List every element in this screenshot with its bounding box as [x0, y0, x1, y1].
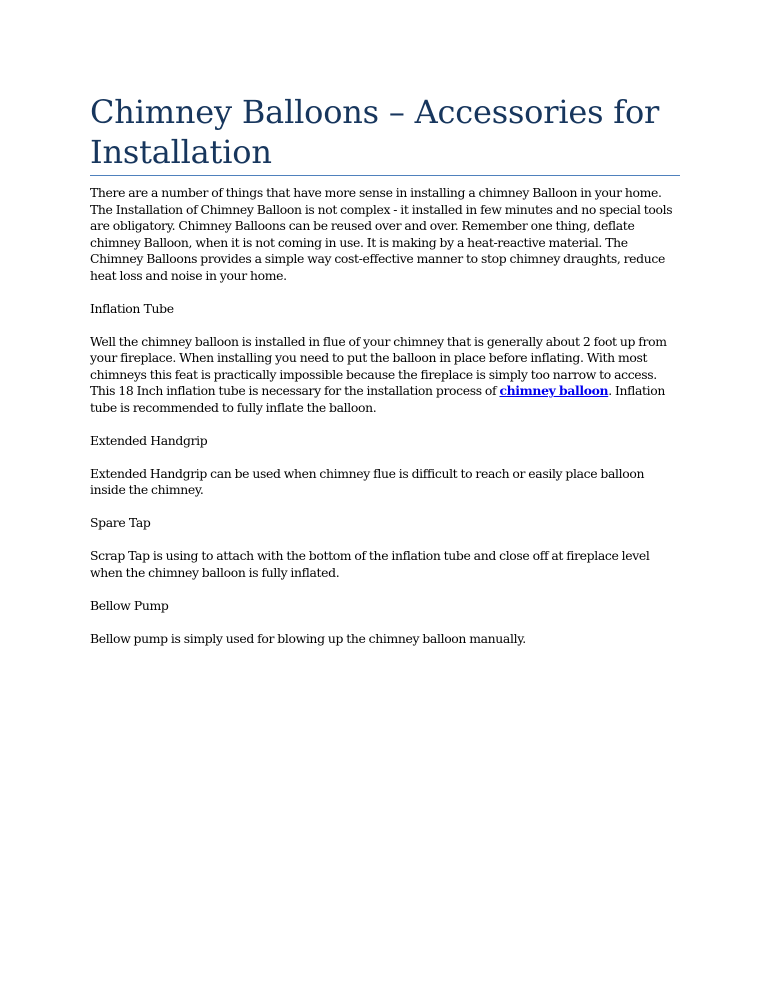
chimney-balloon-link[interactable]: chimney balloon — [499, 383, 609, 398]
inflation-tube-text-before-link: Well the chimney balloon is installed in flue of your chimney that is generally about 2 foot up from your fireplace. When installing you need to put the balloon in place before inflating. With most chimneys this feat is practically impossible because the fireplace is simply too narrow to access. This 18 Inch inflation tube is necessary for the installation process of — [90, 333, 667, 398]
section-heading-bellow-pump: Bellow Pump — [90, 597, 169, 613]
intro-paragraph: There are a number of things that have more sense in installing a chimney Balloon in your home. The Installation of Chimney Balloon is not complex - it installed in few minutes and no special tools are obligatory. Chimney Balloons can be reused over and over. Remember one thing, deflate chimney Balloon, when it is not coming in use. It is making by a heat-reactive material. The Chimney Balloons provides a simple way cost-effective manner to stop chimney draughts, reduce heat loss and noise in your home. — [90, 185, 673, 283]
section-heading-extended-handgrip: Extended Handgrip — [90, 432, 208, 448]
section-heading-spare-tap: Spare Tap — [90, 515, 151, 530]
section-heading-inflation-tube: Inflation Tube — [90, 300, 174, 316]
section-body-extended-handgrip: Extended Handgrip can be used when chimney flue is difficult to reach or easily place balloon inside the chimney. — [90, 465, 645, 497]
inflation-tube-text-after-link: . Inflation tube is recommended to fully inflate the balloon. — [90, 383, 666, 415]
page-title: Chimney Balloons – Accessories for Installation — [90, 93, 660, 171]
title-underline-divider — [90, 175, 680, 176]
section-body-spare-tap: Scrap Tap is using to attach with the bottom of the inflation tube and close off at fireplace level when the chimney balloon is fully inflated. — [90, 548, 650, 580]
section-body-inflation-tube — [90, 334, 680, 417]
section-body-bellow-pump: Bellow pump is simply used for blowing up the chimney balloon manually. — [90, 630, 526, 646]
document-page — [90, 92, 680, 664]
